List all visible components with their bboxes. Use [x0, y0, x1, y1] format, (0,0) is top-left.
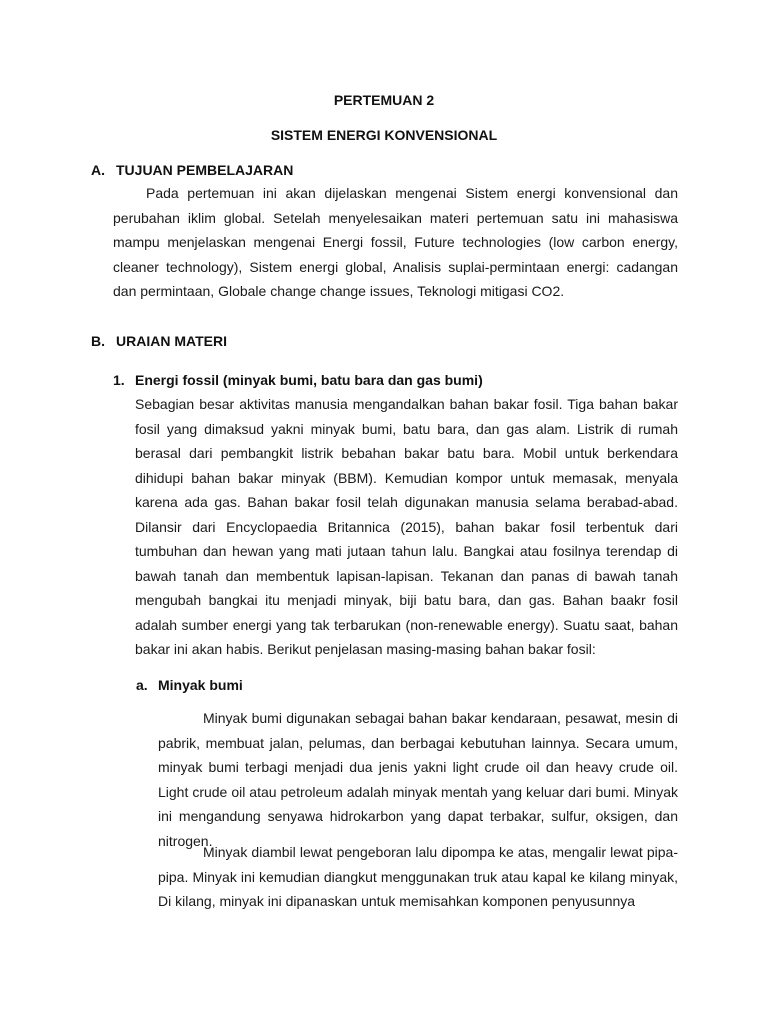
- section-a-heading: [91, 162, 293, 178]
- section-b-number: B.: [91, 333, 105, 349]
- subsection-a-paragraph-1: Minyak bumi digunakan sebagai bahan bakar kendaraan, pesawat, mesin di pabrik, membuat jalan, pelumas, dan berbagai kebutuhan lainnya. Secara umum, minyak bumi terbagi menjadi dua jenis yakni light crude oil dan heavy crude oil. Light crude oil atau petroleum adalah minyak mentah yang keluar dari bumi. Minyak ini mengandung senyawa hidrokarbon yang dapat terbakar, sulfur, oksigen, dan nitrogen.: [158, 710, 678, 849]
- subsection-a-number: a.: [136, 677, 148, 693]
- subsection-a-paragraph-2: Minyak diambil lewat pengeboran lalu dipompa ke atas, mengalir lewat pipa-pipa. Minyak ini kemudian diangkut menggunakan truk atau kapal ke kilang minyak, Di kilang, minyak ini dipanaskan untuk memisahkan komponen penyusunnya: [158, 844, 678, 909]
- subsection-a-title: Minyak bumi: [158, 677, 243, 693]
- section-b-title: URAIAN MATERI: [116, 333, 227, 349]
- subsection-1-number: 1.: [113, 372, 125, 388]
- page-title: PERTEMUAN 2: [333, 92, 435, 108]
- subsection-1-heading: [113, 372, 483, 388]
- subsection-a-heading: [136, 677, 243, 693]
- section-b-heading: [91, 333, 227, 349]
- section-a-paragraph: Pada pertemuan ini akan dijelaskan mengenai Sistem energi konvensional dan perubahan iklim global. Setelah menyelesaikan materi pertemuan satu ini mahasiswa mampu menjelaskan mengenai Energi fossil, Future technologies (low carbon energy, cleaner technology), Sistem energi global, Analisis suplai-permintaan energi: cadangan dan permintaan, Globale change change issues, Teknologi mitigasi CO2.: [113, 185, 678, 299]
- section-a-title: TUJUAN PEMBELAJARAN: [116, 162, 294, 178]
- subsection-1-title: Energi fossil (minyak bumi, batu bara dan gas bumi): [135, 372, 483, 388]
- section-a-number: A.: [91, 162, 105, 178]
- subsection-1-paragraph: Sebagian besar aktivitas manusia mengandalkan bahan bakar fosil. Tiga bahan bakar fosil yang dimaksud yakni minyak bumi, batu bara, dan gas alam. Listrik di rumah berasal dari pembangkit listrik bebahan bakar batu bara. Mobil untuk berkendara dihidupi bahan bakar minyak (BBM). Kemudian kompor untuk memasak, menyala karena ada gas. Bahan bakar fosil telah digunakan manusia selama berabad-abad. Dilansir dari Encyclopaedia Britannica (2015), bahan bakar fosil terbentuk dari tumbuhan dan hewan yang mati jutaan tahun lalu. Bangkai atau fosilnya terendap di bawah tanah dan membentuk lapisan-lapisan. Tekanan dan panas di bawah tanah mengubah bangkai itu menjadi minyak, biji batu bara, dan gas. Bahan baakr fosil adalah sumber energi yang tak terbarukan (non-renewable energy). Suatu saat, bahan bakar ini akan habis. Berikut penjelasan masing-masing bahan bakar fosil:: [135, 396, 678, 657]
- page-subtitle: SISTEM ENERGI KONVENSIONAL: [270, 127, 498, 143]
